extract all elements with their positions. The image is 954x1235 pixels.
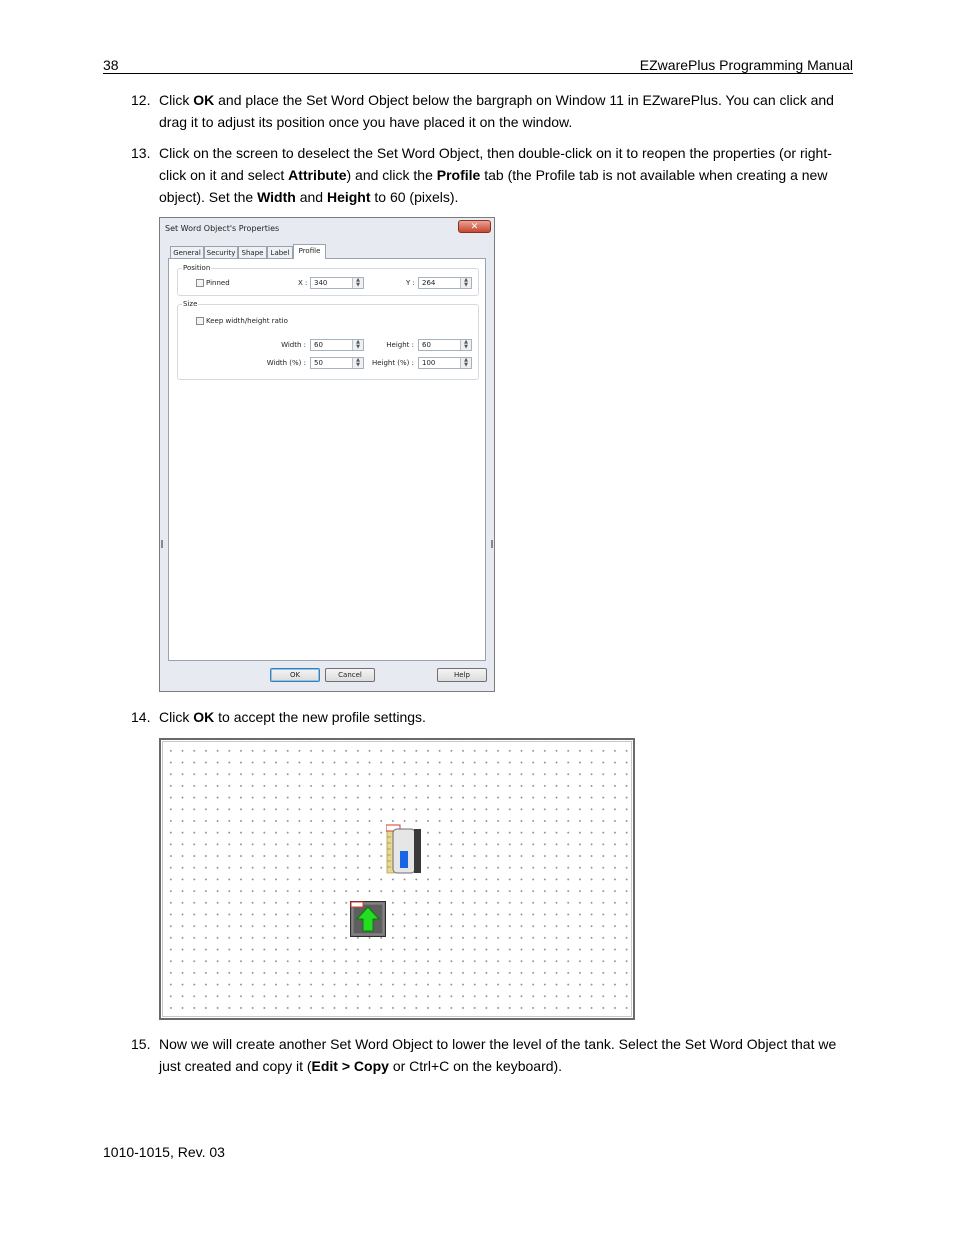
width-pct-value: 50 xyxy=(314,359,323,367)
tab-panel xyxy=(168,258,486,661)
spinner-icon[interactable]: ▲ ▼ xyxy=(460,358,471,368)
canvas-border xyxy=(162,741,632,1017)
y-label: Y : xyxy=(406,279,415,287)
page-number: 38 xyxy=(103,57,119,73)
y-field[interactable] xyxy=(418,277,472,289)
x-value: 340 xyxy=(314,279,328,287)
step-number: 13. xyxy=(131,145,151,161)
dialog-title: Set Word Object's Properties xyxy=(165,224,280,233)
height-pct-value: 100 xyxy=(422,359,436,367)
position-group-label: Position xyxy=(183,264,211,272)
step-number: 15. xyxy=(131,1036,151,1052)
resize-grip-right[interactable] xyxy=(491,540,493,548)
x-field[interactable] xyxy=(310,277,364,289)
ok-button[interactable]: OK xyxy=(270,668,320,682)
window-11-canvas xyxy=(159,738,635,1020)
width-value: 60 xyxy=(314,341,323,349)
x-label: X : xyxy=(298,279,308,287)
size-group-label: Size xyxy=(183,300,198,308)
width-field[interactable] xyxy=(310,339,364,351)
width-label: Width : xyxy=(281,341,306,349)
set-word-properties-dialog xyxy=(159,217,495,692)
height-pct-label: Height (%) : xyxy=(371,359,414,367)
step-text: Click on the screen to deselect the Set Word Object, then double-click on it to reopen the properties (or right-click on it and select Attribute) and click the Profile tab (the Profile tab is not available when creating a new object). Set the Width and Height to 60 (pixels). xyxy=(159,145,832,205)
tab-general[interactable]: General xyxy=(170,246,204,258)
manual-title: EZwarePlus Programming Manual xyxy=(639,57,853,73)
spinner-icon[interactable]: ▲ ▼ xyxy=(352,358,363,368)
tab-shape[interactable]: Shape xyxy=(238,246,267,258)
step-13 xyxy=(131,142,851,208)
step-15 xyxy=(131,1033,851,1077)
width-pct-field[interactable] xyxy=(310,357,364,369)
tank-bargraph-icon[interactable] xyxy=(386,823,422,875)
spinner-icon[interactable]: ▲ ▼ xyxy=(352,340,363,350)
step-text: Click OK and place the Set Word Object below the bargraph on Window 11 in EZwarePlus. You can click and drag it to adjust its position once you have placed it on the window. xyxy=(159,92,834,130)
step-14 xyxy=(131,706,851,728)
y-value: 264 xyxy=(422,279,436,287)
tab-profile[interactable]: Profile xyxy=(293,244,326,259)
header-rule xyxy=(103,73,853,74)
size-group xyxy=(177,300,479,380)
spinner-icon[interactable]: ▲ ▼ xyxy=(460,278,471,288)
step-text: Now we will create another Set Word Object to lower the level of the tank. Select the Set Word Object that we just created and copy it (Edit > Copy or Ctrl+C on the keyboard). xyxy=(159,1036,837,1074)
step-number: 14. xyxy=(131,709,151,725)
tab-label[interactable]: Label xyxy=(267,246,293,258)
spinner-icon[interactable]: ▲ ▼ xyxy=(460,340,471,350)
close-icon[interactable]: ✕ xyxy=(458,220,491,233)
pinned-label: Pinned xyxy=(206,279,230,287)
step-text: Click OK to accept the new profile settings. xyxy=(159,709,426,725)
height-value: 60 xyxy=(422,341,431,349)
pinned-checkbox[interactable] xyxy=(196,279,204,287)
width-pct-label: Width (%) : xyxy=(266,359,306,367)
help-button[interactable]: Help xyxy=(437,668,487,682)
height-label: Height : xyxy=(386,341,414,349)
keep-ratio-checkbox[interactable] xyxy=(196,317,204,325)
position-group xyxy=(177,264,479,296)
tab-security[interactable]: Security xyxy=(204,246,238,258)
spinner-icon[interactable]: ▲ ▼ xyxy=(352,278,363,288)
height-pct-field[interactable] xyxy=(418,357,472,369)
keep-ratio-label: Keep width/height ratio xyxy=(206,317,288,325)
document-id: 1010-1015, Rev. 03 xyxy=(103,1144,225,1160)
step-number: 12. xyxy=(131,92,151,108)
resize-grip-left[interactable] xyxy=(161,540,163,548)
height-field[interactable] xyxy=(418,339,472,351)
step-12 xyxy=(131,89,851,133)
cancel-button[interactable]: Cancel xyxy=(325,668,375,682)
set-word-up-arrow-icon[interactable] xyxy=(350,901,386,937)
